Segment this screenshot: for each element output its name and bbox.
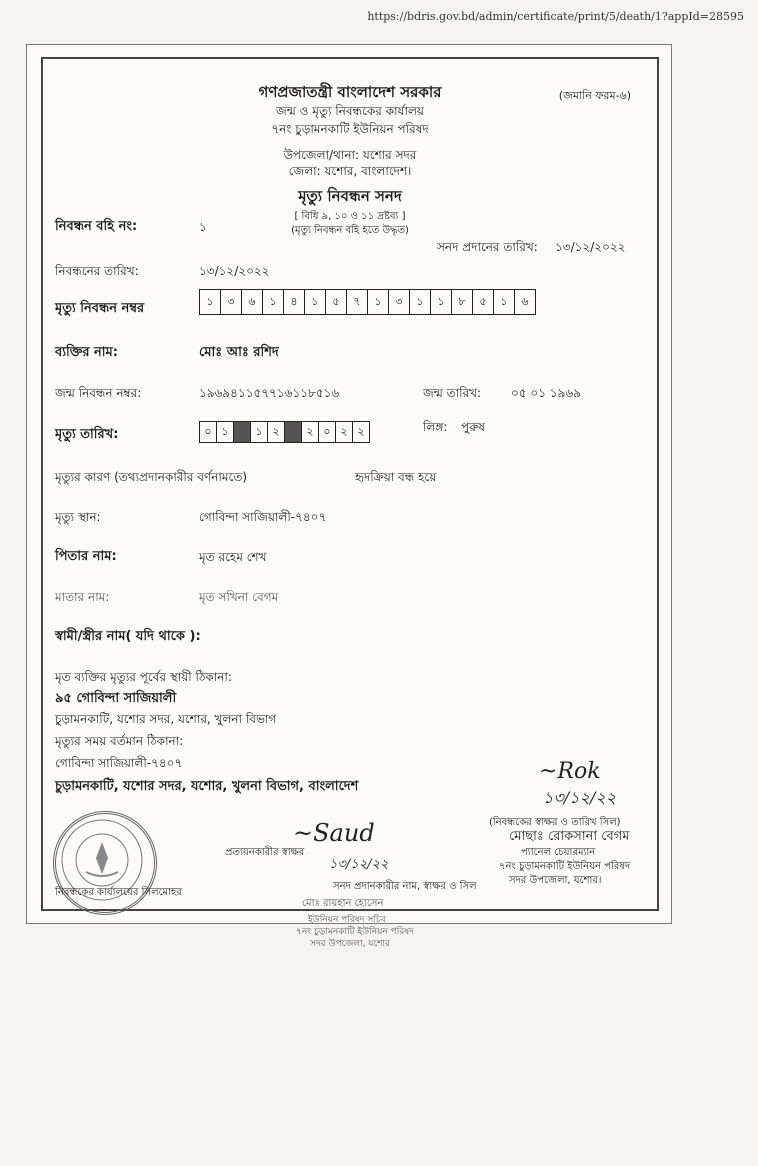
birth-date-label: জন্ম তারিখ: [423, 386, 482, 400]
death-place-value: গোবিন্দা সাজিয়ালী-৭৪০৭ [199, 510, 327, 524]
certificate-border [41, 57, 659, 911]
reg-digit: ১ [368, 290, 389, 314]
govt-title: গণপ্রজাতন্ত্রী বাংলাদেশ সরকার [258, 83, 442, 101]
verifier-signature: ~Saud [293, 819, 375, 847]
date-digit: ০ [319, 422, 336, 442]
stamp-designation: ইউনিয়ন পরিষদ সচিব [308, 915, 386, 925]
registrar-sign-label: (নিবন্ধকের স্বাক্ষর ও তারিখ সিল) [489, 817, 621, 828]
reg-digit: ১ [200, 290, 221, 314]
reg-digit: ৬ [521, 294, 529, 308]
permanent-address-label: মৃত ব্যক্তির মৃত্যুর পূর্বের স্থায়ী ঠিকানা: [55, 670, 232, 684]
present-address-label: মৃত্যুর সময় বর্তমান ঠিকানা: [55, 734, 184, 748]
certificate [26, 44, 672, 924]
death-place-label: মৃত্যু স্থান: [55, 510, 101, 524]
present-address-line1: গোবিন্দা সাজিয়ালী-৭৪০৭ [55, 756, 183, 770]
reg-digit: ১ [494, 290, 515, 314]
reg-digit: ৮ [452, 290, 473, 314]
book-number-value: ১ [199, 220, 207, 234]
date-separator [285, 422, 302, 442]
birth-reg-no-label: জন্ম নিবন্ধন নম্বর: [55, 386, 142, 400]
issue-date-label: সনদ প্রদানের তারিখ: [437, 240, 538, 254]
registration-date-label: নিবন্ধনের তারিখ: [55, 264, 139, 278]
registrar-place: সদর উপজেলা, যশোর। [509, 875, 602, 886]
source-note: (মৃত্যু নিবন্ধন বহি হতে উদ্ধৃত) [291, 225, 409, 236]
present-address-line2: চুড়ামনকাটি, যশোর সদর, যশোর, খুলনা বিভাগ, বাংলাদেশ [55, 779, 359, 794]
date-digit: ২ [302, 422, 319, 442]
book-number-label: নিবন্ধন বহি নং: [55, 219, 138, 234]
reg-digit: ৫ [326, 290, 347, 314]
registration-date-value: ১৩/১২/২০২২ [199, 264, 270, 278]
sex-label: লিঙ্গ: [423, 420, 448, 434]
date-digit: ১ [251, 422, 268, 442]
stamp-union: ৭নং চুড়ামনকাটি ইউনিয়ন পরিষদ [296, 927, 414, 937]
seal-label: নিবন্ধকের কার্যালয়ের সিলমোহর [55, 887, 182, 898]
person-name-value: মোঃ আঃ রশিদ [199, 345, 279, 360]
form-number: (জমানি ফরম-৬) [558, 89, 631, 102]
rule-reference: [ বিধি ৯, ১০ ও ১১ দ্রষ্টব্য ] [294, 211, 406, 222]
father-name-label: পিতার নাম: [55, 549, 117, 564]
date-digit: ০ [200, 422, 217, 442]
reg-digit: ১ [410, 290, 431, 314]
office-name: জন্ম ও মৃত্যু নিবন্ধকের কার্যালয় [276, 104, 424, 118]
mother-name-label: মাতার নাম: [55, 590, 110, 604]
permanent-address-line1: ৯৫ গোবিন্দা সাজিয়ালী [55, 691, 177, 706]
upazila-name: উপজেলা/থানা: যশোর সদর [283, 148, 417, 162]
reg-digit: ৫ [473, 290, 494, 314]
issuer-label: সনদ প্রদানকারীর নাম, স্বাক্ষর ও সিল [333, 881, 477, 892]
birth-reg-no-value: ১৯৬৯৪১১৫৭৭১৬১১৮৫১৬ [199, 386, 340, 400]
cause-label: মৃত্যুর কারণ (তথ্যপ্রদানকারীর বর্ণনামতে) [55, 470, 248, 484]
stamp-name: মোঃ রায়হান হোসেন [302, 898, 384, 909]
cause-value: হৃদক্রিয়া বন্ধ হয়ে [355, 470, 437, 484]
reg-digit: ৩ [389, 290, 410, 314]
stamp-place: সদর উপজেলা, যশোর [310, 939, 390, 949]
registrar-name: মোছাঃ রোকসানা বেগম [509, 829, 630, 844]
reg-digit: ১ [305, 290, 326, 314]
death-reg-no-label: মৃত্যু নিবন্ধন নম্বর [55, 301, 145, 316]
reg-digit: ৭ [347, 290, 368, 314]
district-name: জেলা: যশোর, বাংলাদেশ। [288, 164, 412, 178]
sex-value: পুরুষ [461, 420, 485, 434]
father-name-value: মৃত রহেম শেখ [199, 550, 267, 564]
page-url: https://bdris.gov.bd/admin/certificate/print/5/death/1?appId=28595 [367, 10, 744, 23]
permanent-address-line2: চুড়ামনকাটি, যশোর সদর, যশোর, খুলনা বিভাগ [55, 712, 277, 726]
registrar-designation: প্যানেল চেয়ারম্যান [521, 847, 596, 858]
spouse-name-label: স্বামী/স্ত্রীর নাম( যদি থাকে ): [55, 629, 201, 644]
date-digit: ২ [268, 422, 285, 442]
registrar-signature: ~Rok [539, 759, 601, 784]
certificate-title: মৃত্যু নিবন্ধন সনদ [298, 187, 402, 205]
verifier-signature-label: প্রত্যয়নকারীর স্বাক্ষর [225, 847, 305, 858]
issue-date-value: ১৩/১২/২০২২ [555, 240, 626, 254]
date-separator [234, 422, 251, 442]
date-digit: ২ [357, 424, 365, 438]
mother-name-value: মৃত সখিনা বেগম [199, 590, 279, 604]
date-digit: ১ [217, 422, 234, 442]
reg-digit: ১ [431, 290, 452, 314]
death-date-boxes [199, 421, 370, 443]
reg-digit: ৪ [284, 290, 305, 314]
person-name-label: ব্যক্তির নাম: [55, 345, 118, 360]
reg-digit: ৬ [242, 290, 263, 314]
registrar-sign-date: ১৩/১২/২২ [543, 788, 617, 807]
death-date-label: মৃত্যু তারিখ: [55, 427, 119, 442]
reg-digit: ৩ [221, 290, 242, 314]
verifier-sign-date: ১৩/১২/২২ [329, 857, 389, 872]
registrar-union: ৭নং চুড়ামনকাটি ইউনিয়ন পরিষদ [499, 861, 631, 872]
date-digit: ২ [336, 422, 353, 442]
union-name: ৭নং চুড়ামনকাটি ইউনিয়ন পরিষদ [271, 122, 429, 136]
birth-date-value: ০৫ ০১ ১৯৬৯ [511, 386, 581, 400]
reg-digit: ১ [263, 290, 284, 314]
death-reg-no-boxes [199, 289, 536, 315]
